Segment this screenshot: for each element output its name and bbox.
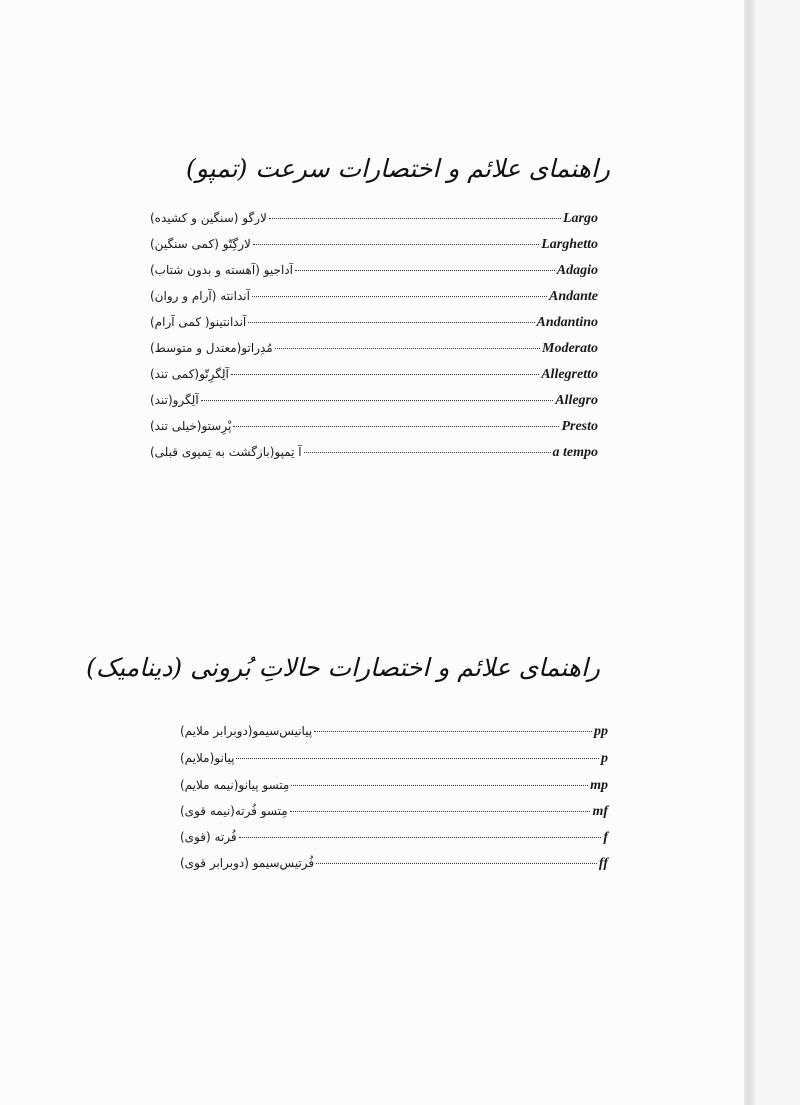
dynamics-meaning: پیانیس‌سیمو(دوبرابر ملایم) <box>180 724 313 738</box>
dynamics-row <box>180 724 608 744</box>
tempo-term: Larghetto <box>541 237 598 252</box>
dynamics-row <box>180 830 608 850</box>
tempo-meaning: لارگو (سنگین و کشیده) <box>150 211 267 225</box>
dynamics-meaning: فُرته (قوی) <box>180 830 237 844</box>
dynamics-row <box>180 778 608 798</box>
dynamics-row <box>180 856 608 876</box>
tempo-term: Allegretto <box>541 367 598 382</box>
dot-leader <box>236 758 599 759</box>
tempo-row <box>150 289 598 309</box>
tempo-term: Andantino <box>536 315 598 330</box>
tempo-meaning: آندانتینو( کمی آرام) <box>150 315 247 329</box>
dot-leader <box>314 731 592 732</box>
dot-leader <box>233 426 559 427</box>
tempo-row <box>150 393 598 413</box>
tempo-term: a tempo <box>552 445 598 460</box>
tempo-term: Andante <box>548 289 598 304</box>
dynamics-meaning: فُرتیس‌سیمو (دوبرابر قوی) <box>180 856 315 870</box>
tempo-meaning: آداجیو (آهسته و بدون شتاب) <box>150 263 293 277</box>
tempo-row <box>150 237 598 257</box>
tempo-meaning: لارگِتّو (کمی سنگین) <box>150 237 251 251</box>
dynamics-section-title: راهنمای علائم و اختصارات حالاتِ بُرونی (دینامیک) <box>86 653 600 682</box>
dot-leader <box>269 218 561 219</box>
dot-leader <box>295 270 555 271</box>
dynamics-term: f <box>603 830 608 845</box>
dot-leader <box>291 785 588 786</box>
tempo-meaning: آ تِمپو(بازگشت به تِمپوی قبلی) <box>150 445 302 459</box>
tempo-term: Adagio <box>556 263 598 278</box>
tempo-meaning: آندانته (آرام و روان) <box>150 289 250 303</box>
tempo-term: Allegro <box>555 393 598 408</box>
dot-leader <box>252 296 547 297</box>
tempo-term: Largo <box>563 211 598 226</box>
tempo-row <box>150 445 598 465</box>
page-margin <box>756 0 800 1105</box>
dynamics-meaning: پیانو(ملایم) <box>180 751 235 765</box>
tempo-row <box>150 211 598 231</box>
tempo-row <box>150 419 598 439</box>
dynamics-term: mf <box>592 804 608 819</box>
tempo-row <box>150 367 598 387</box>
tempo-meaning: آلِگرو(تند) <box>150 393 199 407</box>
dot-leader <box>316 863 597 864</box>
dot-leader <box>253 244 539 245</box>
dynamics-term: mp <box>590 778 608 793</box>
tempo-term: Moderato <box>542 341 598 356</box>
dynamics-term: p <box>601 751 608 766</box>
dynamics-term: pp <box>594 724 608 739</box>
dot-leader <box>231 374 539 375</box>
page-edge <box>744 0 756 1105</box>
tempo-meaning: مُدِراتو(معتدل و متوسط) <box>150 341 273 355</box>
tempo-row <box>150 315 598 335</box>
tempo-meaning: پْرِستو(خیلی تند) <box>150 419 232 433</box>
dynamics-meaning: مِتسو فُرته(نیمه قوی) <box>180 804 288 818</box>
dot-leader <box>201 400 554 401</box>
dot-leader <box>248 322 534 323</box>
dynamics-meaning: مِتسو پیانو(نیمه ملایم) <box>180 778 290 792</box>
dot-leader <box>290 811 591 812</box>
dot-leader <box>239 837 602 838</box>
tempo-row <box>150 341 598 361</box>
dynamics-row <box>180 804 608 824</box>
tempo-section-title: راهنمای علائم و اختصارات سرعت (تمپو) <box>186 154 610 183</box>
dot-leader <box>275 348 540 349</box>
dynamics-term: ff <box>598 856 608 871</box>
dot-leader <box>304 452 551 453</box>
dynamics-row <box>180 751 608 771</box>
tempo-row <box>150 263 598 283</box>
tempo-meaning: آلِگرِتّو(کمی تند) <box>150 367 229 381</box>
tempo-term: Presto <box>561 419 598 434</box>
